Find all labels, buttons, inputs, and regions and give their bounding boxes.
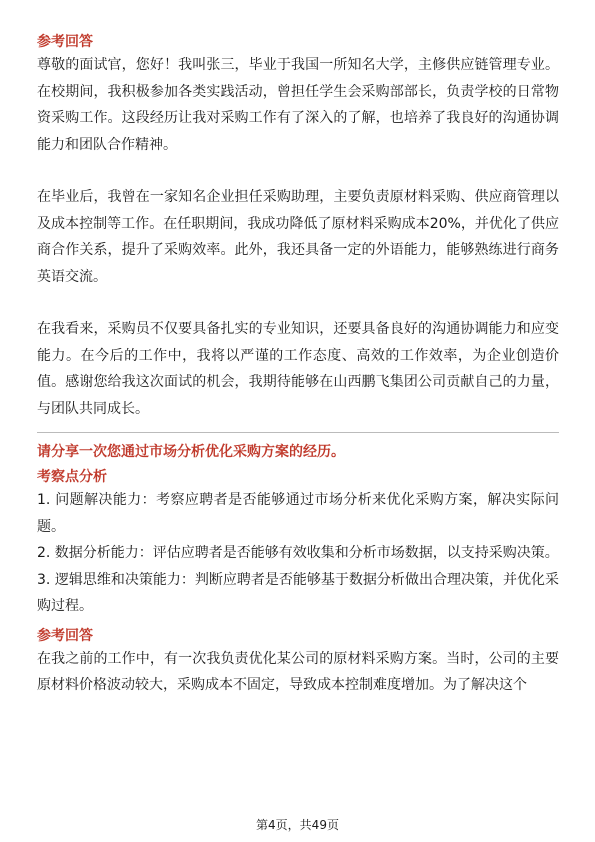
answer-paragraph: 在我看来，采购员不仅要具备扎实的专业知识，还要具备良好的沟通协调能力和应变能力。在今后的工作中，我将以严谨的工作态度、高效的工作效率，为企业创造价值。感谢您给我这次面试的机会，我期待能够在山西鹏飞集团公司贡献自己的力量，与团队共同成长。	[37, 321, 559, 417]
paragraph-spacer	[37, 290, 559, 316]
paragraph-spacer	[37, 158, 559, 184]
analysis-heading: 考察点分析	[37, 469, 107, 485]
analysis-point: 1. 问题解决能力：考察应聘者是否能够通过市场分析来优化采购方案，解决实际问题。	[37, 492, 559, 535]
section-divider	[37, 432, 559, 433]
reference-answer-heading: 参考回答	[37, 627, 93, 644]
answer-paragraph: 在我之前的工作中，有一次我负责优化某公司的原材料采购方案。当时，公司的主要原材料价格波动较大，采购成本不固定，导致成本控制难度增加。为了解决这个	[37, 650, 559, 693]
analysis-point: 3. 逻辑思维和决策能力：判断应聘者是否能够基于数据分析做出合理决策，并优化采购过程。	[37, 571, 559, 614]
interview-question: 请分享一次您通过市场分析优化采购方案的经历。	[37, 444, 345, 460]
analysis-point: 2. 数据分析能力：评估应聘者是否能够有效收集和分析市场数据，以支持采购决策。	[37, 545, 559, 561]
reference-answer-heading: 参考回答	[37, 34, 93, 50]
page-content	[37, 32, 559, 699]
answer-paragraph: 尊敬的面试官，您好！我叫张三，毕业于我国一所知名大学，主修供应链管理专业。在校期间，我积极参加各类实践活动，曾担任学生会采购部部长，负责学校的日常物资采购工作。这段经历让我对采购工作有了深入的了解，也培养了我良好的沟通协调能力和团队合作精神。	[37, 57, 559, 153]
page-number: 第4页，共49页	[256, 818, 339, 832]
answer-paragraph: 在毕业后，我曾在一家知名企业担任采购助理，主要负责原材料采购、供应商管理以及成本控制等工作。在任职期间，我成功降低了原材料采购成本20%，并优化了供应商合作关系，提升了采购效率。此外，我还具备一定的外语能力，能够熟练进行商务英语交流。	[37, 189, 559, 285]
